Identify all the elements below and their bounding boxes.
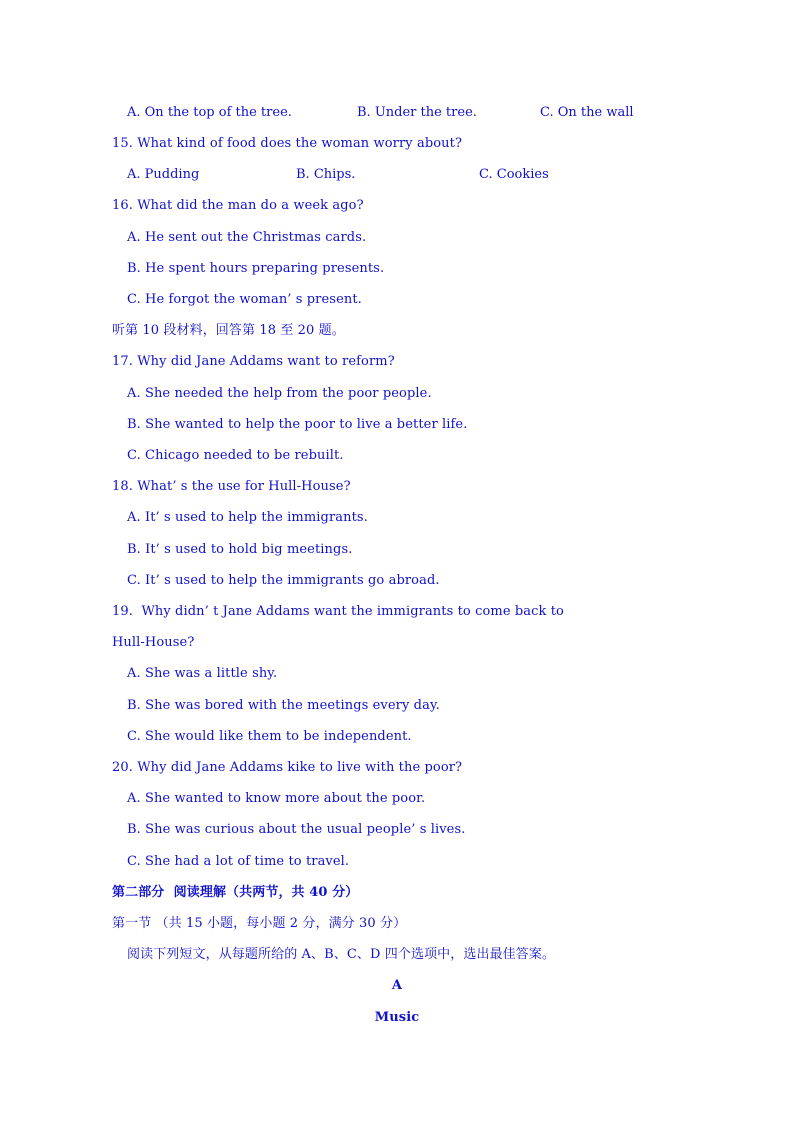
q15-option-c: C. Cookies <box>479 167 549 182</box>
q19-question-line1: 19. Why didn’ t Jane Addams want the immigrants to come back to <box>112 604 564 619</box>
q18-question: 18. What’ s the use for Hull-House? <box>112 479 351 494</box>
q20-option-a: A. She wanted to know more about the poor. <box>127 791 426 806</box>
q19-option-a: A. She was a little shy. <box>127 666 278 681</box>
q16-option-a: A. He sent out the Christmas cards. <box>127 230 367 245</box>
q17-option-c: C. Chicago needed to be rebuilt. <box>127 448 344 463</box>
q18-option-c: C. It’ s used to help the immigrants go abroad. <box>127 573 440 588</box>
q14-option-c: C. On the wall <box>540 105 634 120</box>
q17-option-a: A. She needed the help from the poor people. <box>127 386 432 401</box>
reading-instruction: 阅读下列短文，从每题所给的 A、B、C、D 四个选项中，选出最佳答案。 <box>127 947 556 962</box>
q16-option-c: C. He forgot the woman’ s present. <box>127 292 362 307</box>
q15-option-a: A. Pudding <box>127 167 200 182</box>
passage-letter: A <box>391 978 403 993</box>
q14-option-b: B. Under the tree. <box>357 105 477 120</box>
q18-option-a: A. It’ s used to help the immigrants. <box>127 510 368 525</box>
q20-option-c: C. She had a lot of time to travel. <box>127 854 350 869</box>
passage-title: Music <box>374 1010 420 1025</box>
q19-question-line2: Hull-House? <box>112 635 195 650</box>
q15-option-b: B. Chips. <box>296 167 356 182</box>
part2-heading: 第二部分 阅读理解（共两节，共 40 分） <box>112 885 359 900</box>
q16-question: 16. What did the man do a week ago? <box>112 198 364 213</box>
section10-instruction: 听第 10 段材料，回答第 18 至 20 题。 <box>112 323 345 338</box>
q20-option-b: B. She was curious about the usual people’ s lives. <box>127 822 466 837</box>
section1-heading: 第一节 （共 15 小题，每小题 2 分，满分 30 分） <box>112 916 407 931</box>
q19-option-b: B. She was bored with the meetings every day. <box>127 698 440 713</box>
q14-option-a: A. On the top of the tree. <box>127 105 292 120</box>
q17-question: 17. Why did Jane Addams want to reform? <box>112 354 395 369</box>
q19-option-c: C. She would like them to be independent. <box>127 729 412 744</box>
q20-question: 20. Why did Jane Addams kike to live with the poor? <box>112 760 463 775</box>
q18-option-b: B. It’ s used to hold big meetings. <box>127 542 353 557</box>
q15-question: 15. What kind of food does the woman worry about? <box>112 136 463 151</box>
q17-option-b: B. She wanted to help the poor to live a better life. <box>127 417 468 432</box>
q16-option-b: B. He spent hours preparing presents. <box>127 261 385 276</box>
